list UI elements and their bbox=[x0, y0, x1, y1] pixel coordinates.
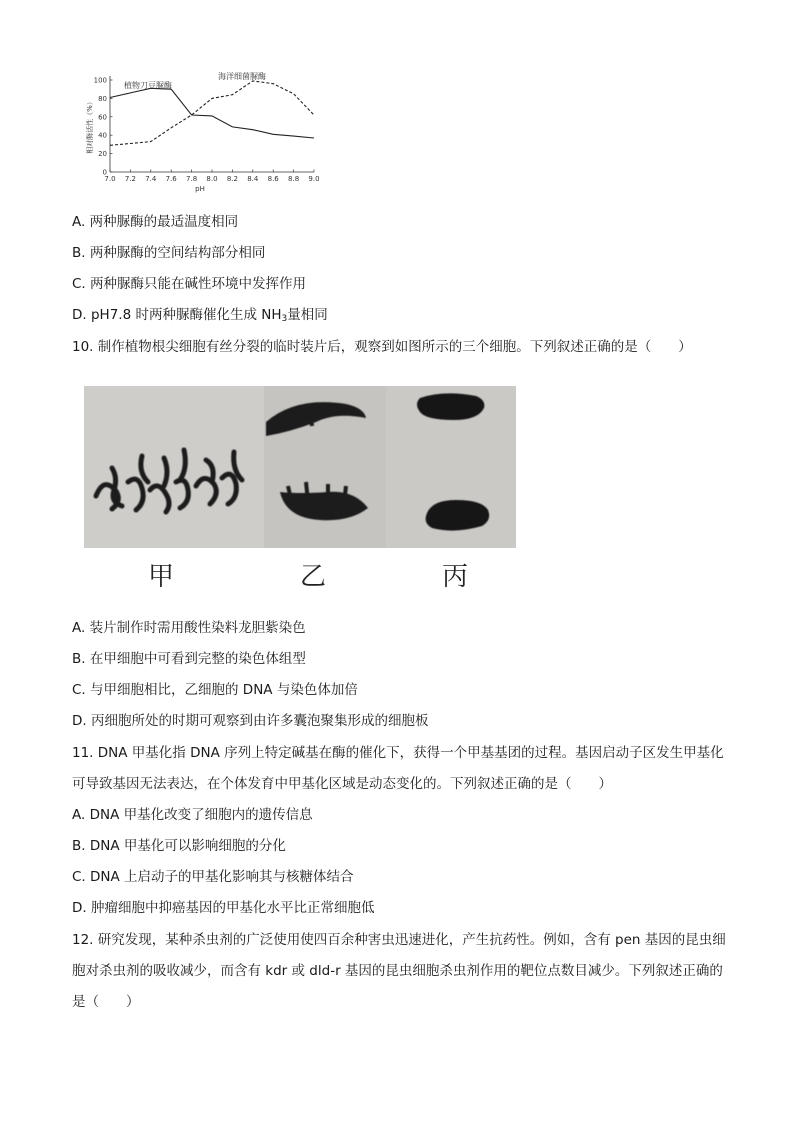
caption-jia: 甲 bbox=[148, 562, 175, 592]
q10-stem: 10. 制作植物根尖细胞有丝分裂的临时装片后，观察到如图所示的三个细胞。下列叙述正确的是（ ） bbox=[72, 339, 692, 355]
q10-option-a: A. 装片制作时需用酸性染料龙胆紫染色 bbox=[72, 620, 306, 636]
y-tick-label: 0 bbox=[102, 168, 107, 177]
q11-option-b: B. DNA 甲基化可以影响细胞的分化 bbox=[72, 838, 286, 854]
caption-yi: 乙 bbox=[300, 562, 327, 592]
y-tick-label: 40 bbox=[98, 131, 107, 140]
q11-option-c: C. DNA 上启动子的甲基化影响其与核糖体结合 bbox=[72, 869, 354, 885]
x-tick-label: 8.6 bbox=[267, 175, 279, 183]
q9-option-b: B. 两种脲酶的空间结构部分相同 bbox=[72, 245, 266, 261]
q9-option-c: C. 两种脲酶只能在碱性环境中发挥作用 bbox=[72, 276, 307, 292]
y-tick-label: 20 bbox=[98, 150, 107, 159]
series-label-1: 海洋细菌脲酶 bbox=[218, 72, 266, 81]
x-tick-label: 8.4 bbox=[247, 175, 259, 183]
x-tick-label: 8.8 bbox=[288, 175, 300, 183]
y-tick-label: 100 bbox=[93, 76, 107, 85]
series-line-0 bbox=[110, 88, 314, 138]
x-tick-label: 7.0 bbox=[104, 175, 116, 183]
cell-micrograph bbox=[84, 386, 516, 548]
x-tick-label: 8.0 bbox=[206, 175, 218, 183]
y-tick-label: 80 bbox=[98, 94, 107, 103]
q10-option-d: D. 丙细胞所处的时期可观察到由许多囊泡聚集形成的细胞板 bbox=[72, 713, 429, 729]
q11-option-d: D. 肿瘤细胞中抑癌基因的甲基化水平比正常细胞低 bbox=[72, 900, 375, 916]
x-tick-label: 7.4 bbox=[145, 175, 157, 183]
series-label-0: 植物刀豆脲酶 bbox=[124, 81, 172, 90]
caption-bing: 丙 bbox=[442, 562, 469, 592]
x-axis-label: pH bbox=[195, 185, 205, 193]
q10-option-c: C. 与甲细胞相比，乙细胞的 DNA 与染色体加倍 bbox=[72, 682, 358, 698]
x-tick-label: 7.6 bbox=[165, 175, 177, 183]
q11-stem: 11. DNA 甲基化指 DNA 序列上特定碱基在酶的催化下，获得一个甲基基团的过程。基因启动子区发生甲基化可导致基因无法表达，在个体发育中甲基化区域是动态变化的。下列叙述正确的是（ ） bbox=[72, 745, 724, 792]
y-axis-label: 相对酶活性（%） bbox=[86, 98, 94, 154]
x-tick-label: 9.0 bbox=[308, 175, 320, 183]
x-tick-label: 8.2 bbox=[226, 175, 238, 183]
enzyme-activity-chart bbox=[80, 66, 330, 198]
y-tick-label: 60 bbox=[98, 113, 107, 122]
q9-option-a: A. 两种脲酶的最适温度相同 bbox=[72, 214, 239, 230]
q10-option-b: B. 在甲细胞中可看到完整的染色体组型 bbox=[72, 651, 306, 667]
q11-option-a: A. DNA 甲基化改变了细胞内的遗传信息 bbox=[72, 807, 313, 823]
x-tick-label: 7.8 bbox=[186, 175, 198, 183]
q9-option-d: D. pH7.8 时两种脲酶催化生成 $NH_3$量相同 bbox=[72, 307, 328, 324]
q12-stem: 12. 研究发现，某种杀虫剂的广泛使用使四百余种害虫迅速进化，产生抗药性。例如，含有 pen 基因的昆虫细胞对杀虫剂的吸收减少，而含有 kdr 或 dld-r 基因的昆虫细胞杀虫剂作用的靶位点数目减少。下列叙述正确的是（ ） bbox=[72, 932, 726, 1010]
x-tick-label: 7.2 bbox=[124, 175, 136, 183]
